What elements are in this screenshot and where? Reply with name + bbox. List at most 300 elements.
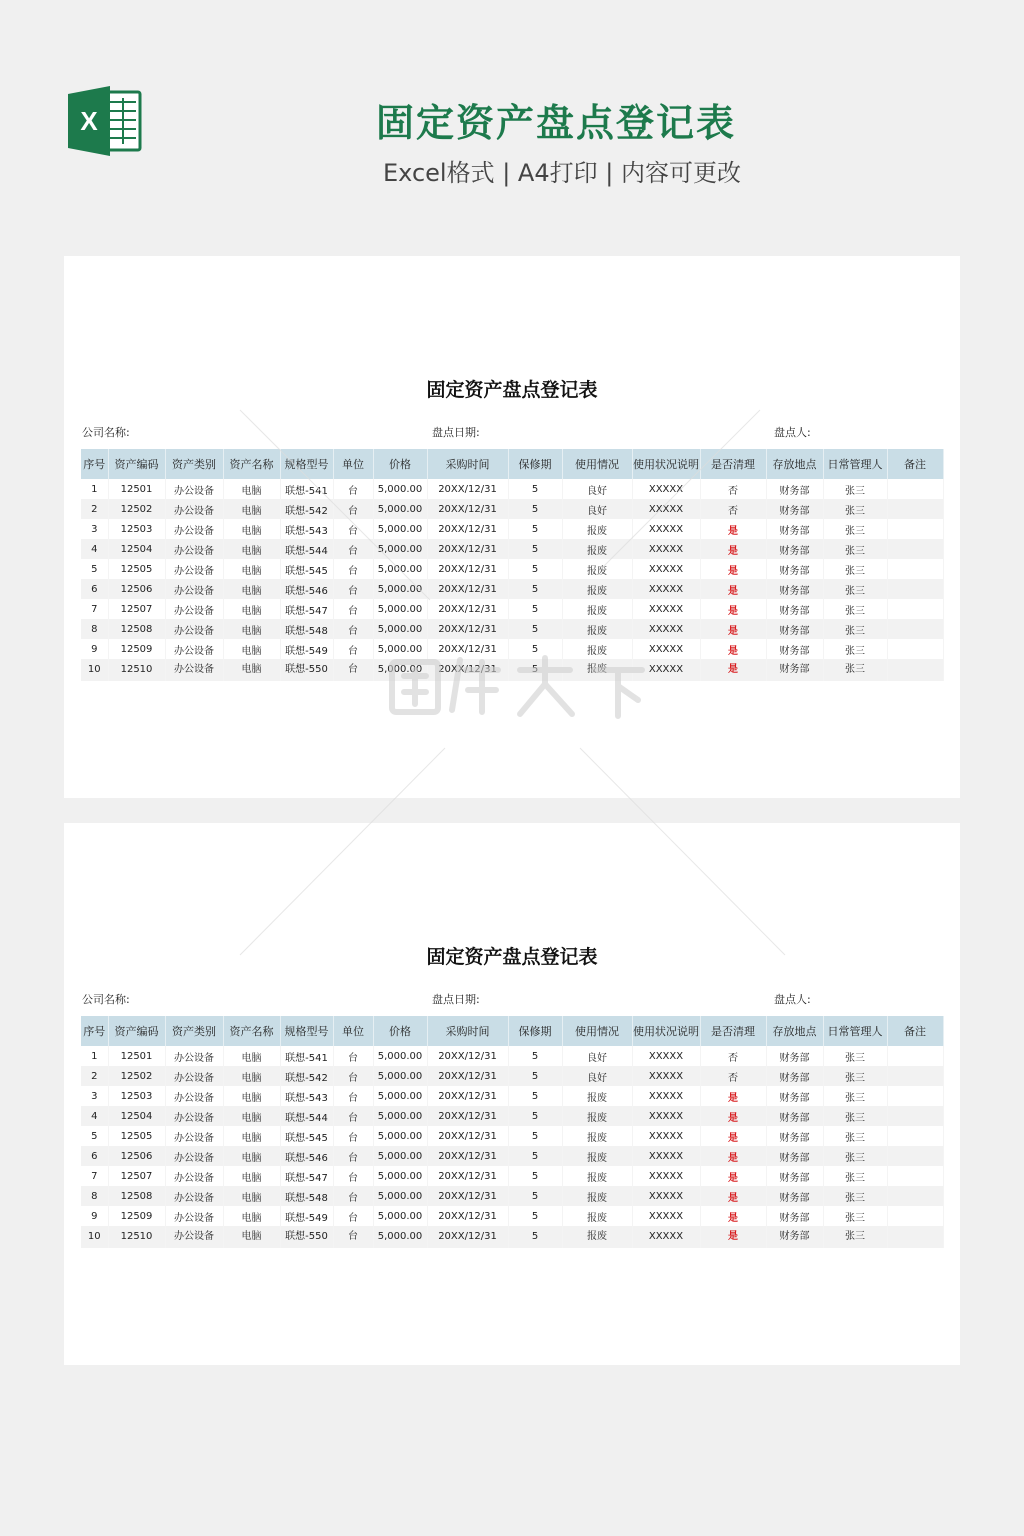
table-cell: 5 <box>508 1186 562 1206</box>
table-cell <box>887 1086 943 1106</box>
table-cell: 12503 <box>108 1086 165 1106</box>
column-header: 保修期 <box>508 449 562 479</box>
table-row <box>81 1186 943 1206</box>
table-row <box>81 1206 943 1226</box>
column-header: 采购时间 <box>427 1016 508 1046</box>
table-cell: 5 <box>508 1226 562 1248</box>
table-cell: XXXXX <box>632 519 700 539</box>
table-cell: 办公设备 <box>165 1086 223 1106</box>
table-cell: 20XX/12/31 <box>427 1046 508 1066</box>
column-header: 采购时间 <box>427 449 508 479</box>
table-row <box>81 599 943 619</box>
table-cell: 办公设备 <box>165 539 223 559</box>
table-cell: 12510 <box>108 659 165 681</box>
table-cell: 报废 <box>562 599 632 619</box>
table-cell: 5,000.00 <box>373 1226 427 1248</box>
table-cell: 财务部 <box>766 1206 823 1226</box>
sheet-title: 固定资产盘点登记表 <box>426 379 598 401</box>
table-cell: 财务部 <box>766 1086 823 1106</box>
table-cell: 12502 <box>108 1066 165 1086</box>
table-cell: 5,000.00 <box>373 1046 427 1066</box>
table-cell: XXXXX <box>632 1066 700 1086</box>
table-cell <box>887 539 943 559</box>
table-cell: XXXXX <box>632 579 700 599</box>
table-cell: 张三 <box>823 1086 887 1106</box>
table-cell: 8 <box>81 619 108 639</box>
table-cell: 张三 <box>823 619 887 639</box>
table-cell: 5,000.00 <box>373 519 427 539</box>
table-cell: XXXXX <box>632 1226 700 1248</box>
table-cell: 5 <box>508 579 562 599</box>
table-cell: 5,000.00 <box>373 559 427 579</box>
table-cell: 电脑 <box>223 1206 280 1226</box>
table-cell: 台 <box>333 519 373 539</box>
table-cell: 5,000.00 <box>373 1186 427 1206</box>
table-cell: 是 <box>700 1166 766 1186</box>
table-cell: 12508 <box>108 619 165 639</box>
table-cell: 8 <box>81 1186 108 1206</box>
table-cell <box>887 499 943 519</box>
table-cell: 报废 <box>562 659 632 681</box>
table-cell <box>887 1066 943 1086</box>
table-cell: 台 <box>333 1126 373 1146</box>
table-cell: 联想-542 <box>280 499 333 519</box>
table-cell: 7 <box>81 1166 108 1186</box>
table-cell: 财务部 <box>766 659 823 681</box>
table-cell: 5,000.00 <box>373 1206 427 1226</box>
table-cell: 5,000.00 <box>373 1106 427 1126</box>
table-cell: 报废 <box>562 1086 632 1106</box>
table-cell: 张三 <box>823 1106 887 1126</box>
table-cell: 否 <box>700 1046 766 1066</box>
table-cell: XXXXX <box>632 1046 700 1066</box>
table-cell: 20XX/12/31 <box>427 479 508 499</box>
table-cell: 是 <box>700 1126 766 1146</box>
table-row <box>81 559 943 579</box>
table-cell: 6 <box>81 1146 108 1166</box>
table-cell: 是 <box>700 1206 766 1226</box>
table-cell: 联想-548 <box>280 619 333 639</box>
table-cell: 否 <box>700 479 766 499</box>
table-cell: 联想-547 <box>280 1166 333 1186</box>
table-cell: 12502 <box>108 499 165 519</box>
column-header: 单位 <box>333 449 373 479</box>
table-cell: 张三 <box>823 1206 887 1226</box>
table-cell: 财务部 <box>766 1146 823 1166</box>
table-cell <box>887 1126 943 1146</box>
table-cell: 3 <box>81 519 108 539</box>
table-cell: 电脑 <box>223 1066 280 1086</box>
inventory-person-label: 盘点人: <box>774 993 811 1006</box>
table-cell: 电脑 <box>223 659 280 681</box>
table-cell: 20XX/12/31 <box>427 599 508 619</box>
table-cell: 5 <box>508 1086 562 1106</box>
table-cell: 12506 <box>108 579 165 599</box>
table-cell: XXXXX <box>632 559 700 579</box>
table-cell: XXXXX <box>632 1146 700 1166</box>
table-cell: 联想-543 <box>280 1086 333 1106</box>
table-cell: 良好 <box>562 1046 632 1066</box>
table-cell: 12510 <box>108 1226 165 1248</box>
table-cell: 20XX/12/31 <box>427 1086 508 1106</box>
table-cell: 联想-542 <box>280 1066 333 1086</box>
table-cell: 台 <box>333 1186 373 1206</box>
table-cell: 台 <box>333 539 373 559</box>
table-cell <box>887 1186 943 1206</box>
table-cell: 5 <box>508 639 562 659</box>
column-header: 序号 <box>81 449 108 479</box>
table-cell: 报废 <box>562 1106 632 1126</box>
table-cell: 5,000.00 <box>373 1166 427 1186</box>
table-cell: 台 <box>333 479 373 499</box>
table-cell: 5 <box>508 1066 562 1086</box>
table-cell: 报废 <box>562 619 632 639</box>
table-row <box>81 1066 943 1086</box>
table-cell: 5,000.00 <box>373 1146 427 1166</box>
table-cell: 5,000.00 <box>373 1086 427 1106</box>
table-header-row <box>81 449 943 479</box>
table-cell: 台 <box>333 1106 373 1126</box>
table-cell: 电脑 <box>223 499 280 519</box>
table-cell: 张三 <box>823 1186 887 1206</box>
table-cell: 联想-541 <box>280 1046 333 1066</box>
table-cell: XXXXX <box>632 1106 700 1126</box>
table-cell: XXXXX <box>632 479 700 499</box>
column-header: 单位 <box>333 1016 373 1046</box>
table-cell: 联想-541 <box>280 479 333 499</box>
table-cell: 5 <box>508 1106 562 1126</box>
table-cell: 办公设备 <box>165 1206 223 1226</box>
table-cell: 5,000.00 <box>373 499 427 519</box>
table-cell: 电脑 <box>223 1086 280 1106</box>
table-cell: 台 <box>333 1066 373 1086</box>
column-header: 存放地点 <box>766 1016 823 1046</box>
table-cell: 1 <box>81 1046 108 1066</box>
table-cell: 良好 <box>562 479 632 499</box>
table-cell: 报废 <box>562 1166 632 1186</box>
table-cell: 12501 <box>108 479 165 499</box>
table-cell: 12508 <box>108 1186 165 1206</box>
table-cell: 5 <box>508 659 562 681</box>
table-cell: 办公设备 <box>165 659 223 681</box>
page-header <box>0 0 1024 220</box>
table-cell: 7 <box>81 599 108 619</box>
table-cell <box>887 1226 943 1248</box>
table-cell: 电脑 <box>223 1126 280 1146</box>
page-title: 固定资产盘点登记表 <box>375 101 736 145</box>
table-cell: 财务部 <box>766 519 823 539</box>
column-header: 是否清理 <box>700 1016 766 1046</box>
table-cell: XXXXX <box>632 539 700 559</box>
table-cell: 5,000.00 <box>373 539 427 559</box>
table-row <box>81 539 943 559</box>
table-cell: 是 <box>700 619 766 639</box>
table-cell: 20XX/12/31 <box>427 659 508 681</box>
table-cell: 台 <box>333 499 373 519</box>
table-cell: 联想-548 <box>280 1186 333 1206</box>
table-cell: 9 <box>81 1206 108 1226</box>
table-cell: 联想-544 <box>280 1106 333 1126</box>
table-cell: 20XX/12/31 <box>427 579 508 599</box>
table-cell: 台 <box>333 559 373 579</box>
table-cell: 5,000.00 <box>373 1126 427 1146</box>
table-cell <box>887 659 943 681</box>
table-cell: 12505 <box>108 559 165 579</box>
column-header: 使用情况 <box>562 1016 632 1046</box>
table-row <box>81 1046 943 1066</box>
table-cell: 台 <box>333 1166 373 1186</box>
table-cell: 6 <box>81 579 108 599</box>
table-row <box>81 519 943 539</box>
table-cell: 5,000.00 <box>373 659 427 681</box>
table-cell: 报废 <box>562 539 632 559</box>
column-header: 价格 <box>373 449 427 479</box>
table-cell: 财务部 <box>766 599 823 619</box>
table-cell: 张三 <box>823 1126 887 1146</box>
table-cell: 张三 <box>823 479 887 499</box>
table-cell: 是 <box>700 639 766 659</box>
table-cell: 5 <box>81 559 108 579</box>
table-cell: 张三 <box>823 1046 887 1066</box>
table-cell <box>887 619 943 639</box>
table-cell: 20XX/12/31 <box>427 1126 508 1146</box>
table-cell: 20XX/12/31 <box>427 1166 508 1186</box>
table-cell: 5 <box>508 519 562 539</box>
table-cell: 张三 <box>823 1166 887 1186</box>
table-cell: 台 <box>333 599 373 619</box>
table-cell: 联想-550 <box>280 1226 333 1248</box>
table-cell <box>887 519 943 539</box>
table-cell: 办公设备 <box>165 1186 223 1206</box>
table-cell: 1 <box>81 479 108 499</box>
table-cell: 台 <box>333 659 373 681</box>
inventory-person-label: 盘点人: <box>774 426 811 439</box>
table-row <box>81 1106 943 1126</box>
company-name-label: 公司名称: <box>82 993 130 1006</box>
logo-letter: X <box>80 106 98 136</box>
page-subtitle: Excel格式 | A4打印 | 内容可更改 <box>383 159 741 187</box>
table-cell: XXXXX <box>632 599 700 619</box>
company-name-label: 公司名称: <box>82 426 130 439</box>
table-cell <box>887 1206 943 1226</box>
table-cell: 5,000.00 <box>373 639 427 659</box>
table-cell: 20XX/12/31 <box>427 1226 508 1248</box>
table-cell: 张三 <box>823 499 887 519</box>
column-header: 规格型号 <box>280 1016 333 1046</box>
column-header: 日常管理人 <box>823 1016 887 1046</box>
table-cell: 20XX/12/31 <box>427 1106 508 1126</box>
table-cell: 12507 <box>108 1166 165 1186</box>
table-cell: 12506 <box>108 1146 165 1166</box>
table-cell: 张三 <box>823 599 887 619</box>
table-cell: 联想-544 <box>280 539 333 559</box>
table-cell: 12501 <box>108 1046 165 1066</box>
table-cell: 12504 <box>108 539 165 559</box>
table-cell: 20XX/12/31 <box>427 639 508 659</box>
column-header: 资产编码 <box>108 449 165 479</box>
table-cell <box>887 639 943 659</box>
table-row <box>81 1226 943 1248</box>
table-cell: 20XX/12/31 <box>427 1146 508 1166</box>
table-cell: 张三 <box>823 1146 887 1166</box>
table-cell: 5 <box>508 539 562 559</box>
table-cell: 5,000.00 <box>373 599 427 619</box>
table-cell: 电脑 <box>223 1146 280 1166</box>
table-cell: 联想-545 <box>280 1126 333 1146</box>
table-cell: 电脑 <box>223 1186 280 1206</box>
table-cell: 办公设备 <box>165 619 223 639</box>
table-cell: 联想-547 <box>280 599 333 619</box>
table-row <box>81 479 943 499</box>
column-header: 规格型号 <box>280 449 333 479</box>
table-cell: 电脑 <box>223 579 280 599</box>
table-cell: 5 <box>508 1206 562 1226</box>
table-cell: 10 <box>81 659 108 681</box>
table-header-row <box>81 1016 943 1046</box>
table-cell: 报废 <box>562 1146 632 1166</box>
table-cell: 报废 <box>562 1206 632 1226</box>
table-cell: 办公设备 <box>165 1126 223 1146</box>
excel-logo-icon <box>66 86 142 156</box>
table-cell: 联想-549 <box>280 1206 333 1226</box>
table-cell: 办公设备 <box>165 579 223 599</box>
table-cell: 财务部 <box>766 1186 823 1206</box>
table-cell: 张三 <box>823 659 887 681</box>
table-cell: 财务部 <box>766 539 823 559</box>
table-cell: 报废 <box>562 579 632 599</box>
table-cell: 台 <box>333 1206 373 1226</box>
table-cell: 12504 <box>108 1106 165 1126</box>
table-cell: 4 <box>81 539 108 559</box>
table-cell: 电脑 <box>223 1106 280 1126</box>
asset-table <box>81 449 944 681</box>
table-cell: 办公设备 <box>165 1226 223 1248</box>
table-cell: 财务部 <box>766 1126 823 1146</box>
table-cell: 电脑 <box>223 559 280 579</box>
table-cell: 办公设备 <box>165 559 223 579</box>
table-cell: 5 <box>508 1166 562 1186</box>
table-cell: 报废 <box>562 1126 632 1146</box>
table-cell: 是 <box>700 519 766 539</box>
column-header: 资产名称 <box>223 1016 280 1046</box>
table-cell: 是 <box>700 1146 766 1166</box>
column-header: 使用情况 <box>562 449 632 479</box>
table-cell: 张三 <box>823 559 887 579</box>
table-cell: 良好 <box>562 499 632 519</box>
table-cell <box>887 1106 943 1126</box>
table-row <box>81 619 943 639</box>
table-cell: 5 <box>508 1046 562 1066</box>
table-cell: XXXXX <box>632 619 700 639</box>
table-cell: 办公设备 <box>165 499 223 519</box>
table-cell: 电脑 <box>223 639 280 659</box>
table-cell: 电脑 <box>223 1046 280 1066</box>
table-cell: 20XX/12/31 <box>427 1206 508 1226</box>
table-cell: 报废 <box>562 1226 632 1248</box>
table-cell: 电脑 <box>223 539 280 559</box>
table-row <box>81 499 943 519</box>
table-cell: 办公设备 <box>165 1146 223 1166</box>
table-cell: 是 <box>700 539 766 559</box>
column-header: 备注 <box>887 1016 943 1046</box>
table-cell: XXXXX <box>632 1086 700 1106</box>
sheet-title: 固定资产盘点登记表 <box>426 946 598 968</box>
table-cell: 20XX/12/31 <box>427 559 508 579</box>
table-cell: 联想-546 <box>280 1146 333 1166</box>
column-header: 日常管理人 <box>823 449 887 479</box>
table-cell: 5 <box>508 599 562 619</box>
table-cell: 台 <box>333 1146 373 1166</box>
table-cell: 是 <box>700 1106 766 1126</box>
table-cell: 联想-546 <box>280 579 333 599</box>
table-row <box>81 1126 943 1146</box>
column-header: 保修期 <box>508 1016 562 1046</box>
table-cell: 联想-543 <box>280 519 333 539</box>
table-cell: 5 <box>508 1146 562 1166</box>
table-cell: 电脑 <box>223 479 280 499</box>
table-cell: 台 <box>333 1226 373 1248</box>
table-cell: 是 <box>700 659 766 681</box>
table-cell <box>887 1166 943 1186</box>
table-cell: 财务部 <box>766 559 823 579</box>
table-cell <box>887 479 943 499</box>
table-cell: 20XX/12/31 <box>427 1186 508 1206</box>
table-cell: 办公设备 <box>165 519 223 539</box>
table-row <box>81 1166 943 1186</box>
table-cell: 20XX/12/31 <box>427 499 508 519</box>
table-cell <box>887 559 943 579</box>
table-cell: 20XX/12/31 <box>427 1066 508 1086</box>
table-cell: 联想-549 <box>280 639 333 659</box>
column-header: 是否清理 <box>700 449 766 479</box>
table-cell: 办公设备 <box>165 599 223 619</box>
table-cell: 联想-545 <box>280 559 333 579</box>
table-cell: 财务部 <box>766 479 823 499</box>
table-cell: XXXXX <box>632 1126 700 1146</box>
table-cell: 12507 <box>108 599 165 619</box>
table-cell: 20XX/12/31 <box>427 619 508 639</box>
table-row <box>81 639 943 659</box>
table-cell: 5 <box>81 1126 108 1146</box>
column-header: 备注 <box>887 449 943 479</box>
table-cell: 12503 <box>108 519 165 539</box>
column-header: 资产类别 <box>165 449 223 479</box>
table-cell: 电脑 <box>223 1226 280 1248</box>
table-cell: 是 <box>700 579 766 599</box>
table-cell: 台 <box>333 1086 373 1106</box>
table-row <box>81 579 943 599</box>
table-cell: 3 <box>81 1086 108 1106</box>
table-cell: 办公设备 <box>165 1106 223 1126</box>
sheet-preview <box>64 823 960 1365</box>
table-cell: 20XX/12/31 <box>427 539 508 559</box>
table-cell <box>887 599 943 619</box>
table-cell: 台 <box>333 619 373 639</box>
table-cell: 是 <box>700 1086 766 1106</box>
table-cell: 报废 <box>562 639 632 659</box>
table-cell <box>887 1146 943 1166</box>
table-cell: 张三 <box>823 1226 887 1248</box>
inventory-date-label: 盘点日期: <box>432 993 480 1006</box>
column-header: 资产名称 <box>223 449 280 479</box>
table-row <box>81 1146 943 1166</box>
table-cell <box>887 1046 943 1066</box>
table-cell: 报废 <box>562 519 632 539</box>
asset-table <box>81 1016 944 1248</box>
table-cell: 5,000.00 <box>373 479 427 499</box>
column-header: 资产编码 <box>108 1016 165 1046</box>
table-cell: 5 <box>508 499 562 519</box>
